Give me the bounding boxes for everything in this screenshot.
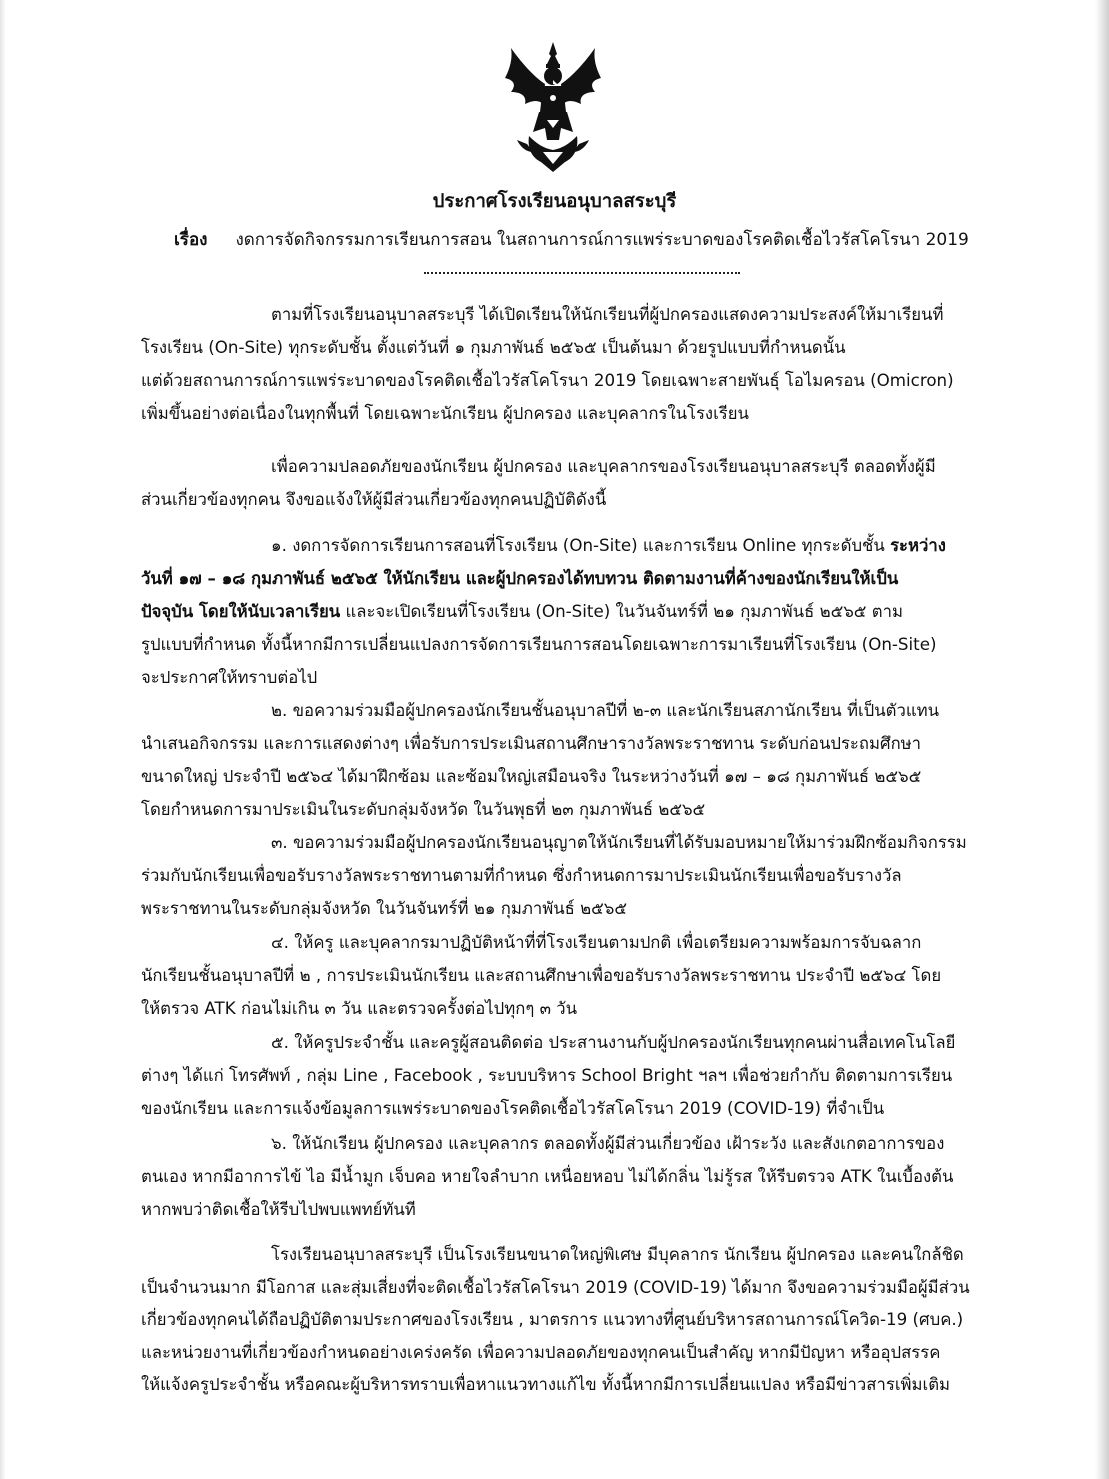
paragraph-closing bbox=[141, 1238, 1029, 1401]
page-edge-left bbox=[0, 0, 6, 1479]
text-line: ขนาดใหญ่ ประจำปี ๒๕๖๔ ได้มาฝึกซ้อม และซ้อมใหญ่เสมือนจริง ในระหว่างวันที่ ๑๗ – ๑๘ กุมภาพันธ์ ๒๕๖๕ bbox=[141, 766, 922, 786]
subject-line bbox=[174, 226, 969, 253]
text-line: โรงเรียน (On-Site) ทุกระดับชั้น ตั้งแต่วันที่ ๑ กุมภาพันธ์ ๒๕๖๕ เป็นต้นมา ด้วยรูปแบบที่กำหนดนั้น bbox=[141, 337, 846, 357]
subject-label: เรื่อง bbox=[174, 230, 208, 250]
separator-dotted-line bbox=[424, 262, 740, 274]
text-line: ให้ตรวจ ATK ก่อนไม่เกิน ๓ วัน และตรวจครั้งต่อไปทุกๆ ๓ วัน bbox=[141, 998, 578, 1018]
paragraph-intro bbox=[141, 298, 1029, 430]
text-line: รูปแบบที่กำหนด ทั้งนี้หากมีการเปลี่ยนแปลงการจัดการเรียนการสอนโดยเฉพาะการมาเรียนที่โรงเรียน (On-Site) bbox=[141, 634, 937, 654]
text-line: ๒. ขอความร่วมมือผู้ปกครองนักเรียนชั้นอนุบาลปีที่ ๒-๓ และนักเรียนสภานักเรียน ที่เป็นตัวแทน bbox=[271, 700, 940, 720]
text-line: และหน่วยงานที่เกี่ยวข้องกำหนดอย่างเคร่งครัด เพื่อความปลอดภัยของทุกคนเป็นสำคัญ หากมีปัญหา หรืออุปสรรค bbox=[141, 1341, 941, 1362]
text-line: ส่วนเกี่ยวข้องทุกคน จึงขอแจ้งให้ผู้มีส่วนเกี่ยวข้องทุกคนปฏิบัติดังนี้ bbox=[141, 489, 607, 509]
text-line: ให้แจ้งครูประจำชั้น หรือคณะผู้บริหารทราบเพื่อหาแนวทางแก้ไข ทั้งนี้หากมีการเปลี่ยนแปลง หรือมีข่าวสารเพิ่มเติม bbox=[141, 1374, 951, 1394]
text-line bbox=[141, 562, 1029, 595]
text-line: ตนเอง หากมีอาการไข้ ไอ มีน้ำมูก เจ็บคอ หายใจลำบาก เหนื่อยหอบ ไม่ได้กลิ่น ไม่รู้รส ให้รีบตรวจ ATK ในเบื้องต้น bbox=[141, 1166, 954, 1186]
text-span: และจะเปิดเรียนที่โรงเรียน (On-Site) ในวันจันทร์ที่ ๒๑ กุมภาพันธ์ ๒๕๖๕ ตาม bbox=[340, 601, 903, 621]
text-line bbox=[141, 595, 1029, 628]
text-bold: ระหว่าง bbox=[890, 535, 946, 555]
text-line: แต่ด้วยสถานการณ์การแพร่ระบาดของโรคติดเชื้อไวรัสโคโรนา 2019 โดยเฉพาะสายพันธุ์ โอไมครอน (Omicron) bbox=[141, 370, 954, 390]
text-bold: ปัจจุบัน โดยให้นับเวลาเรียน bbox=[141, 601, 341, 621]
text-line: พระราชทานในระดับกลุ่มจังหวัด ในวันจันทร์ที่ ๒๑ กุมภาพันธ์ ๒๕๖๕ bbox=[141, 898, 627, 918]
text-line: เพื่อความปลอดภัยของนักเรียน ผู้ปกครอง และบุคลากรของโรงเรียนอนุบาลสระบุรี ตลอดทั้งผู้มี bbox=[271, 456, 936, 476]
item-5 bbox=[141, 1026, 1029, 1125]
text-line: โดยกำหนดการมาประเมินในระดับกลุ่มจังหวัด ในวันพุธที่ ๒๓ กุมภาพันธ์ ๒๕๖๕ bbox=[141, 799, 706, 819]
text-line: ตามที่โรงเรียนอนุบาลสระบุรี ได้เปิดเรียนให้นักเรียนที่ผู้ปกครองแสดงความประสงค์ให้มาเรียนที่ bbox=[271, 304, 944, 324]
text-line: นำเสนอกิจกรรม และการแสดงต่างๆ เพื่อรับการประเมินสถานศึกษารางวัลพระราชทาน ระดับก่อนประถมศึกษา bbox=[141, 733, 922, 753]
text-line: เพิ่มขึ้นอย่างต่อเนื่องในทุกพื้นที่ โดยเฉพาะนักเรียน ผู้ปกครอง และบุคลากรในโรงเรียน bbox=[141, 403, 749, 423]
text-line: ๕. ให้ครูประจำชั้น และครูผู้สอนติดต่อ ประสานงานกับผู้ปกครองนักเรียนทุกคนผ่านสื่อเทคโนโลยี bbox=[271, 1032, 956, 1052]
text-line: ของนักเรียน และการแจ้งข้อมูลการแพร่ระบาดของโรคติดเชื้อไวรัสโคโรนา 2019 (COVID-19) ที่จำเป็น bbox=[141, 1098, 885, 1118]
paragraph-purpose bbox=[141, 450, 1029, 516]
text-line: ๖. ให้นักเรียน ผู้ปกครอง และบุคลากร ตลอดทั้งผู้มีส่วนเกี่ยวข้อง เฝ้าระวัง และสังเกตอาการของ bbox=[271, 1133, 945, 1153]
item-3 bbox=[141, 826, 1029, 925]
item-2 bbox=[141, 694, 1029, 826]
subject-text: งดการจัดกิจกรรมการเรียนการสอน ในสถานการณ์การแพร่ระบาดของโรคติดเชื้อไวรัสโคโรนา 2019 bbox=[235, 230, 969, 250]
text-line: เป็นจำนวนมาก มีโอกาส และสุ่มเสี่ยงที่จะติดเชื้อไวรัสโคโรนา 2019 (COVID-19) ได้มาก จึงขอความร่วมมือผู้มีส่วน bbox=[141, 1276, 970, 1297]
text-line: ๔. ให้ครู และบุคลากรมาปฏิบัติหน้าที่ที่โรงเรียนตามปกติ เพื่อเตรียมความพร้อมการจับฉลาก bbox=[271, 932, 922, 952]
page-edge-shadow bbox=[1095, 0, 1109, 1479]
text-line bbox=[141, 529, 1029, 562]
text-span: ๑. งดการจัดการเรียนการสอนที่โรงเรียน (On-Site) และการเรียน Online ทุกระดับชั้น bbox=[271, 535, 891, 555]
text-line: ๓. ขอความร่วมมือผู้ปกครองนักเรียนอนุญาตให้นักเรียนที่ได้รับมอบหมายให้มาร่วมฝึกซ้อมกิจกรรม bbox=[271, 832, 967, 852]
text-line: หากพบว่าติดเชื้อให้รีบไปพบแพทย์ทันที bbox=[141, 1199, 416, 1219]
text-line: จะประกาศให้ทราบต่อไป bbox=[141, 667, 318, 687]
item-6 bbox=[141, 1127, 1029, 1226]
text-line: ต่างๆ ได้แก่ โทรศัพท์ , กลุ่ม Line , Facebook , ระบบบริหาร School Bright ฯลฯ เพื่อช่วยกำกับ ติดตามการเรียน bbox=[141, 1065, 953, 1085]
text-bold: วันที่ ๑๗ – ๑๘ กุมภาพันธ์ ๒๕๖๕ ให้นักเรียน และผู้ปกครองได้ทบทวน ติดตามงานที่ค้างของนักเรียนให้เป็น bbox=[141, 568, 899, 588]
text-line: โรงเรียนอนุบาลสระบุรี เป็นโรงเรียนขนาดใหญ่พิเศษ มีบุคลากร นักเรียน ผู้ปกครอง และคนใกล้ชิด bbox=[271, 1244, 964, 1264]
text-line: ร่วมกับนักเรียนเพื่อขอรับรางวัลพระราชทานตามที่กำหนด ซึ่งกำหนดการมาประเมินนักเรียนเพื่อขอรับรางวัล bbox=[141, 865, 902, 885]
text-line: นักเรียนชั้นอนุบาลปีที่ ๒ , การประเมินนักเรียน และสถานศึกษาเพื่อขอรับรางวัลพระราชทาน ประจำปี ๒๕๖๔ โดย bbox=[141, 965, 942, 985]
item-1 bbox=[141, 529, 1029, 694]
item-4 bbox=[141, 926, 1029, 1025]
announcement-title: ประกาศโรงเรียนอนุบาลสระบุรี bbox=[432, 191, 677, 212]
garuda-emblem-icon bbox=[503, 40, 603, 174]
text-line: เกี่ยวข้องทุกคนได้ถือปฏิบัติตามประกาศของโรงเรียน , มาตรการ แนวทางที่ศูนย์บริหารสถานการณ์โควิด-19 (ศบค.) bbox=[141, 1309, 964, 1329]
